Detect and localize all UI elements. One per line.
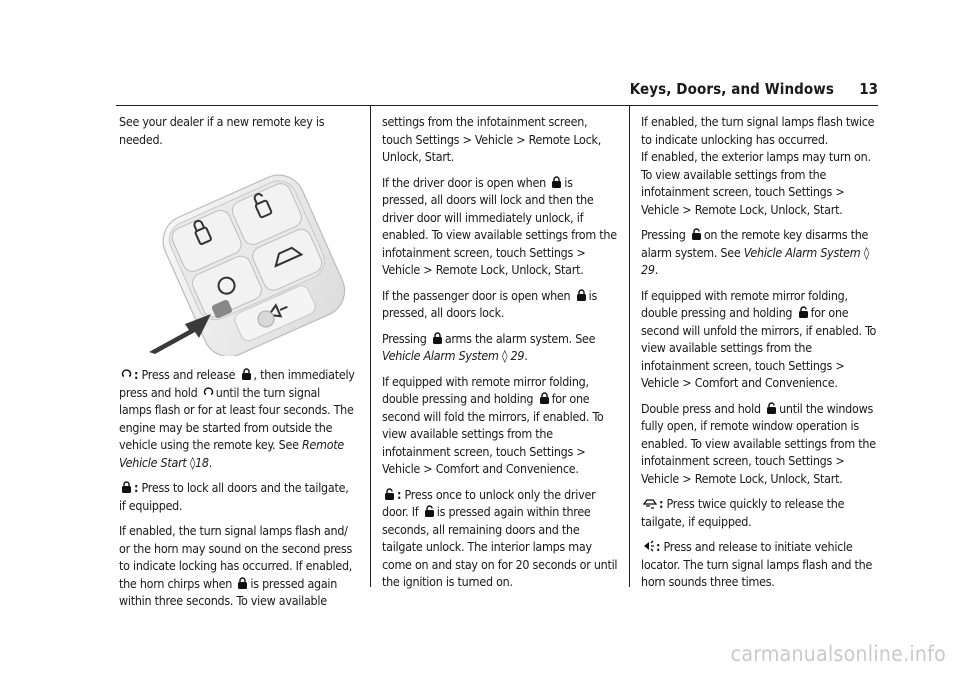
vehicle-locator-icon	[643, 540, 654, 552]
page-number: 13	[859, 80, 878, 98]
page-ref-icon: ◊	[863, 244, 869, 260]
page-header	[0, 80, 960, 104]
lock-icon	[121, 481, 132, 493]
unlock-icon	[766, 402, 777, 414]
exterior-lamps-paragraph: If enabled, the exterior lamps may turn on. To view available settings from the infotainment screen, touch Settings > Vehicle > Remote Lock, Unlock, Start.	[641, 149, 871, 217]
mirror-unfold-paragraph: If equipped with remote mirror folding, double pressing and holding for one second will unfold the mirrors, if enabled. To view available settings from the infotainment screen, touch Settings > Vehicle > Comfort and Convenience.	[641, 287, 877, 390]
column-2	[382, 113, 618, 599]
remote-key-illustration	[119, 156, 355, 356]
remote-start-icon	[121, 368, 132, 380]
page-ref-icon: ◊	[501, 348, 508, 363]
header-rule	[116, 105, 878, 106]
remote-start-icon	[203, 386, 214, 398]
page-ref-icon: ◊	[189, 454, 196, 470]
lock-icon	[576, 289, 587, 301]
lock-icon	[237, 577, 248, 589]
unlock-icon	[424, 505, 435, 517]
section-title: Keys, Doors, and Windows	[629, 80, 834, 98]
remote-vehicle-start-link[interactable]: Remote Vehicle Start	[119, 437, 344, 470]
passenger-door-paragraph: If the passenger door is open when is pressed, all doors lock.	[382, 287, 598, 320]
vehicle-alarm-system-link[interactable]: Vehicle Alarm System	[382, 348, 499, 363]
lock-paragraph: : Press to lock all doors and the tailgate, if equipped.	[119, 480, 349, 513]
lock-icon	[539, 392, 550, 404]
lock-icon	[551, 176, 562, 188]
lock-icon	[241, 368, 252, 380]
column-1	[119, 113, 355, 618]
intro-paragraph: See your dealer if a new remote key is needed.	[119, 114, 325, 147]
key-fob-image	[119, 156, 355, 356]
driver-door-paragraph: If the driver door is open when is pressed, all doors will lock and then the driver door will immediately unlock, if enabled. To view available settings from the infotainment screen, touch Settings > Vehicle > Remote Lock, Unlock, Start.	[382, 174, 617, 277]
tailgate-icon	[643, 497, 657, 509]
page-ref[interactable]: 29	[510, 348, 525, 363]
column-divider-2	[629, 106, 630, 587]
vehicle-locator-paragraph: : Press and release to initiate vehicle locator. The turn signal lamps flash and the horn sounds three times.	[641, 539, 873, 589]
column-divider-1	[370, 106, 371, 587]
window-open-paragraph: Double press and hold until the windows fully open, if remote window operation is enabled. To view available settings from the infotainment screen, touch Settings > Vehicle > Remote Lock, Unlock, Start.	[641, 400, 876, 486]
remote-start-paragraph: : Press and release , then immediately press and hold until the turn signal lamps flash or for at least four seconds. The engine may be started from outside the vehicle using the remote key. See Remote Vehicle Start ◊18.	[119, 367, 355, 470]
lock-feedback-paragraph: If enabled, the turn signal lamps flash and/ or the horn may sound on the second press to indicate locking has occurred. If enabled, the horn chirps when is pressed again within three seconds. To view available	[119, 523, 353, 608]
tailgate-paragraph: : Press twice quickly to release the tailgate, if equipped.	[641, 496, 845, 529]
unlock-paragraph: : Press once to unlock only the driver door. If is pressed again within three seconds, all remaining doors and the tailgate unlock. The interior lamps may come on and stay on for 20 seconds or until the ignition is turned on.	[382, 486, 618, 589]
unlock-flash-paragraph: If enabled, the turn signal lamps flash twice to indicate unlocking has occurred.	[641, 114, 875, 147]
unlock-icon	[691, 228, 702, 240]
vehicle-alarm-system-link[interactable]: Vehicle Alarm System	[743, 244, 861, 260]
unlock-icon	[798, 306, 809, 318]
page-ref[interactable]: 18	[195, 454, 209, 470]
unlock-icon	[384, 488, 395, 500]
alarm-arm-paragraph: Pressing arms the alarm system. See Vehicle Alarm System ◊ 29.	[382, 330, 596, 363]
mirror-fold-paragraph: If equipped with remote mirror folding, double pressing and holding for one second will fold the mirrors, if enabled. To view available settings from the infotainment screen, touch Settings > Vehicle > Comfort and Convenience.	[382, 373, 604, 476]
alarm-disarm-paragraph: Pressing on the remote key disarms the alarm system. See Vehicle Alarm System ◊ 29.	[641, 227, 869, 277]
settings-paragraph: settings from the infotainment screen, touch Settings > Vehicle > Remote Lock, Unlock, Start.	[382, 114, 602, 164]
page-ref[interactable]: 29	[641, 262, 655, 277]
lock-icon	[432, 332, 443, 344]
column-3	[641, 113, 881, 599]
watermark: carmanualsonline.info	[730, 642, 946, 666]
